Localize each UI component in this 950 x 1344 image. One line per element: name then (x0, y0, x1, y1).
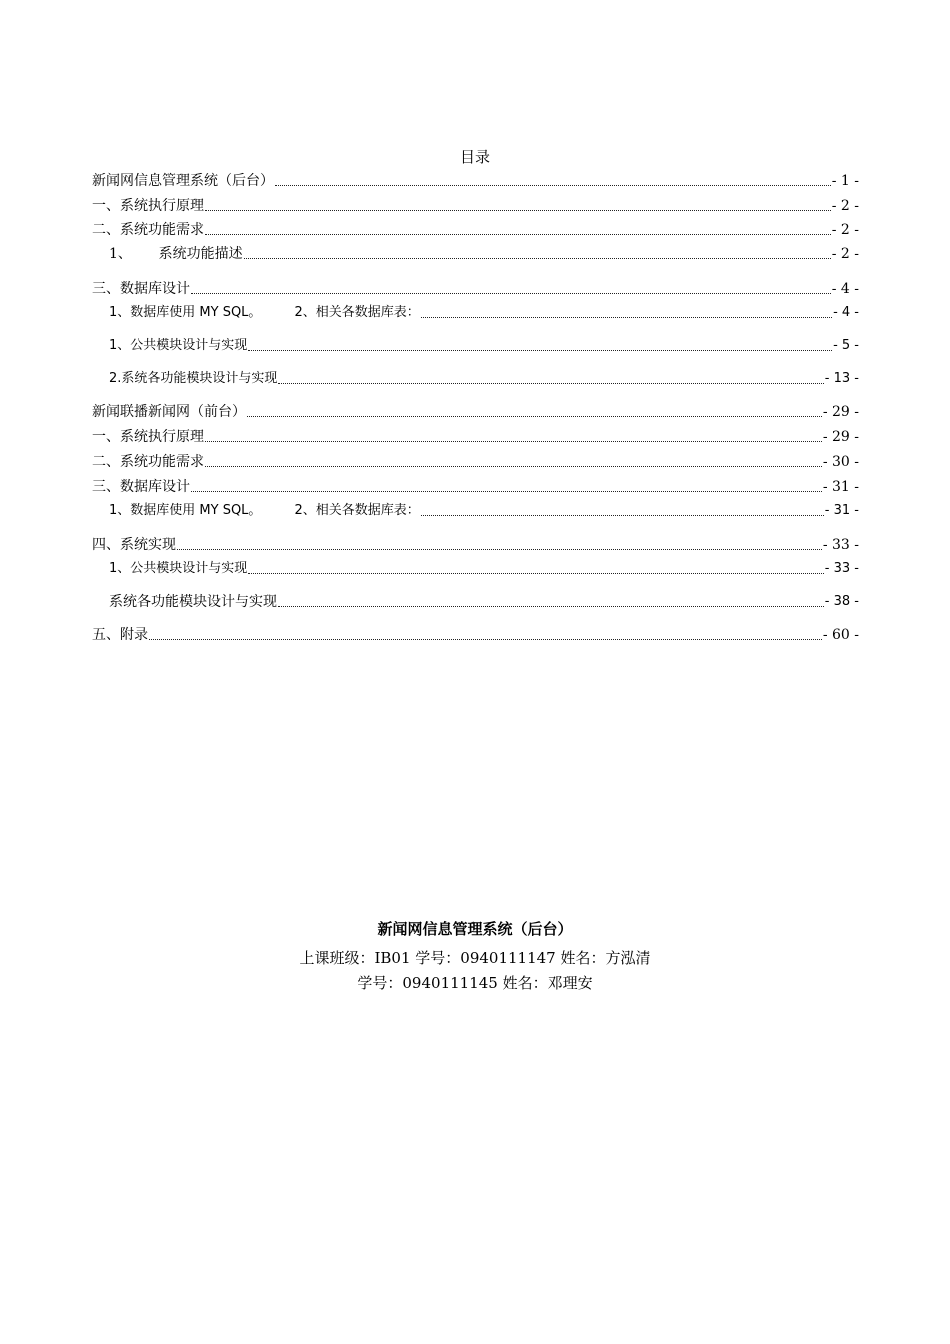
toc-entry-page: - 30 - (822, 454, 859, 470)
author-info-line-2: 学号：0940111145 姓名：邓理安 (357, 974, 593, 992)
toc-entry[interactable] (92, 426, 859, 448)
toc-leader-dots (205, 440, 822, 442)
toc-entry[interactable] (92, 591, 859, 613)
toc-leader-dots (278, 605, 824, 607)
toc-entry-label: 2.系统各功能模块设计与实现 (109, 371, 278, 386)
toc-entry-page: - 33 - (822, 537, 859, 553)
toc-entry-page: - 1 - (831, 173, 859, 189)
toc-entry-label: 一、系统执行原理 (92, 198, 204, 214)
toc-leader-dots (278, 382, 823, 384)
toc-entry-label: 四、系统实现 (92, 537, 176, 553)
toc-entry[interactable] (92, 368, 859, 390)
toc-entry-page: - 38 - (824, 594, 859, 609)
toc-entry-page: - 5 - (833, 338, 859, 353)
toc-entry[interactable] (92, 278, 859, 300)
toc-leader-dots (205, 209, 831, 211)
toc-entry-page: - 31 - (822, 479, 859, 495)
toc-leader-dots (191, 490, 822, 492)
toc-leader-dots (247, 415, 822, 417)
author-info-line-1: 上课班级：IB01 学号：0940111147 姓名：方泓清 (299, 949, 651, 967)
toc-entry-label: 1、数据库使用 MY SQL。 2、相关各数据库表： (109, 305, 420, 320)
toc-entry-page: - 29 - (822, 429, 859, 445)
toc-entry-label: 三、数据库设计 (92, 479, 190, 495)
toc-leader-dots (275, 184, 831, 186)
toc-entry-label: 二、系统功能需求 (92, 454, 204, 470)
toc-entry-page: - 31 - (824, 503, 859, 518)
toc-entry[interactable] (92, 500, 859, 522)
toc-entry[interactable] (92, 534, 859, 556)
toc-entry-page: - 13 - (824, 371, 859, 386)
toc-entry[interactable] (92, 195, 859, 217)
toc-entry[interactable] (92, 476, 859, 498)
toc-entry[interactable] (92, 401, 859, 423)
toc-entry-label: 一、系统执行原理 (92, 429, 204, 445)
toc-entry[interactable] (92, 624, 859, 646)
toc-leader-dots (149, 638, 822, 640)
toc-entry-page: - 60 - (822, 627, 859, 643)
toc-entry-page: - 2 - (831, 222, 859, 238)
toc-entry[interactable] (92, 170, 859, 192)
toc-leader-dots (248, 572, 824, 574)
toc-leader-dots (177, 548, 822, 550)
toc-entry-label: 三、数据库设计 (92, 281, 190, 297)
toc-entry-label: 五、附录 (92, 627, 148, 643)
toc-entry[interactable] (92, 335, 859, 357)
toc-entry-page: - 2 - (831, 246, 859, 262)
toc-leader-dots (205, 465, 822, 467)
toc-entry-page: - 33 - (824, 561, 859, 576)
toc-entry[interactable] (92, 302, 859, 324)
toc-entry[interactable] (92, 451, 859, 473)
toc-entry-label: 系统各功能模块设计与实现 (109, 594, 277, 610)
toc-leader-dots (244, 257, 831, 259)
toc-leader-dots (205, 233, 831, 235)
toc-leader-dots (191, 292, 831, 294)
toc-entry-label: 新闻联播新闻网（前台） (92, 404, 246, 420)
toc-entry-label: 1、 系统功能描述 (109, 246, 243, 262)
toc-entry-label: 1、数据库使用 MY SQL。 2、相关各数据库表： (109, 503, 420, 518)
toc-entry[interactable] (92, 219, 859, 241)
document-title: 新闻网信息管理系统（后台） (377, 920, 573, 938)
toc-entry[interactable] (92, 243, 859, 265)
toc-leader-dots (421, 316, 832, 318)
toc-entry-page: - 4 - (833, 305, 859, 320)
toc-leader-dots (421, 514, 824, 516)
toc-leader-dots (248, 349, 832, 351)
toc-entry-page: - 4 - (831, 281, 859, 297)
toc-entry-label: 二、系统功能需求 (92, 222, 204, 238)
toc-entry-label: 1、公共模块设计与实现 (109, 338, 248, 353)
toc-entry-page: - 29 - (822, 404, 859, 420)
toc-entry[interactable] (92, 558, 859, 580)
toc-title: 目录 (459, 148, 490, 166)
toc-entry-label: 1、公共模块设计与实现 (109, 561, 248, 576)
toc-entry-page: - 2 - (831, 198, 859, 214)
toc-entry-label: 新闻网信息管理系统（后台） (92, 173, 274, 189)
